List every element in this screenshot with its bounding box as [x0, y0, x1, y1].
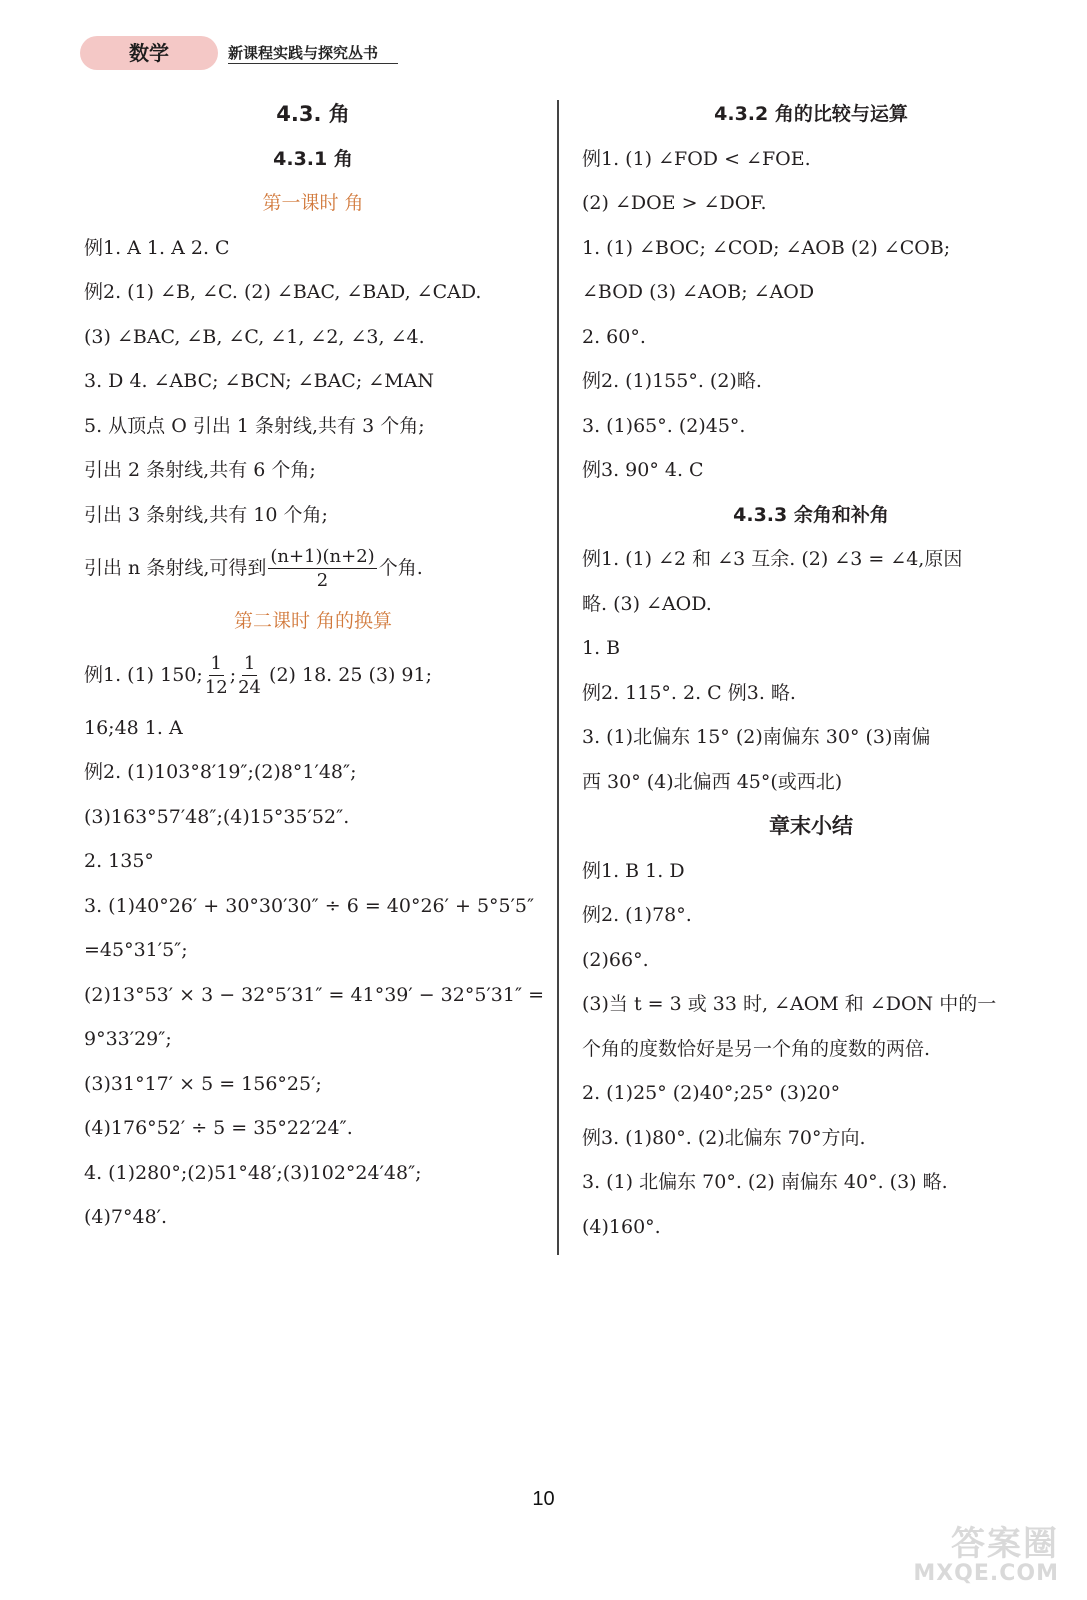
subsection-title: 4.3.1 角: [273, 147, 353, 170]
answer-line: 2. (1)25° (2)40°;25° (3)20°: [582, 1082, 841, 1104]
answer-line: 例2. 115°. 2. C 例3. 略.: [582, 681, 796, 704]
answer-line: 1. B: [582, 637, 621, 659]
fraction-denominator: 24: [238, 676, 262, 698]
subject-badge: 数学: [80, 36, 218, 70]
answer-line: 例2. (1)103°8′19″;(2)8°1′48″;: [84, 761, 357, 783]
answer-line: 例3. (1)80°. (2)北偏东 70°方向.: [582, 1126, 866, 1149]
answer-line: 1. (1) ∠BOC; ∠COD; ∠AOB (2) ∠COB;: [582, 236, 951, 259]
answer-line: 西 30° (4)北偏西 45°(或西北): [582, 770, 843, 793]
answer-line: 例2. (1)155°. (2)略.: [582, 370, 762, 392]
series-name: 新课程实践与探究丛书: [228, 44, 379, 62]
answer-text: 个角.: [378, 557, 423, 579]
left-column: [84, 92, 542, 1240]
fraction: [204, 652, 228, 698]
summary-title: 章末小结: [769, 814, 853, 838]
fraction-numerator: (n+1)(n+2): [270, 546, 375, 567]
section-title: 4.3. 角: [276, 102, 350, 126]
fraction-denominator: 12: [204, 676, 228, 698]
answer-line: (3)31°17′ × 5 = 156°25′;: [84, 1072, 322, 1095]
answer-line: 例3. 90° 4. C: [582, 459, 704, 481]
answer-line: 例2. (1) ∠B, ∠C. (2) ∠BAC, ∠BAD, ∠CAD.: [84, 281, 482, 303]
lesson-title: 第一课时 角: [262, 192, 364, 214]
fraction-numerator: 1: [243, 652, 256, 674]
answer-line: (2)66°.: [582, 948, 649, 971]
answer-line: 引出 2 条射线,共有 6 个角;: [84, 459, 316, 481]
answer-line-fraction: [84, 644, 542, 706]
answer-line: (3)当 t = 3 或 33 时, ∠AOM 和 ∠DON 中的一: [582, 993, 997, 1015]
answer-line: 例1. B 1. D: [582, 859, 685, 882]
fraction: [238, 652, 262, 698]
answer-text: 例1. (1) 150;: [84, 663, 203, 686]
answer-line: =45°31′5″;: [84, 939, 188, 961]
answer-line: 2. 60°.: [582, 325, 646, 348]
answer-line: 3. D 4. ∠ABC; ∠BCN; ∠BAC; ∠MAN: [84, 370, 435, 392]
fraction: [268, 548, 376, 590]
answer-line: (3)163°57′48″;(4)15°35′52″.: [84, 805, 350, 828]
answer-line: 个角的度数恰好是另一个角的度数的两倍.: [582, 1037, 931, 1060]
answer-line: 略. (3) ∠AOD.: [582, 592, 712, 615]
answer-line: 4. (1)280°;(2)51°48′;(3)102°24′48″;: [84, 1161, 422, 1184]
watermark-text: 答案圈: [951, 1524, 1059, 1564]
answer-line: 9°33′29″;: [84, 1028, 172, 1050]
answer-line: (2) ∠DOE > ∠DOF.: [582, 192, 767, 214]
answer-line: 3. (1)北偏东 15° (2)南偏东 30° (3)南偏: [582, 726, 931, 748]
answer-line: 例2. (1)78°.: [582, 904, 692, 926]
answer-line: (4)7°48′.: [84, 1206, 168, 1228]
answer-line-fraction: [84, 537, 542, 599]
watermark-url: MXQE.COM: [913, 1561, 1059, 1586]
answer-line: 引出 3 条射线,共有 10 个角;: [84, 503, 328, 526]
answer-line: 16;48 1. A: [84, 716, 183, 739]
watermark-logo: [889, 1516, 1059, 1586]
column-divider: [557, 100, 559, 1255]
answer-line: 5. 从顶点 O 引出 1 条射线,共有 3 个角;: [84, 414, 425, 437]
answer-line: (4)176°52′ ÷ 5 = 35°22′24″.: [84, 1117, 353, 1139]
subsection-title: 4.3.3 余角和补角: [733, 503, 889, 526]
subsection-title: 4.3.2 角的比较与运算: [714, 103, 908, 125]
answer-text: (2) 18. 25 (3) 91;: [263, 663, 433, 686]
answer-text: 引出 n 条射线,可得到: [84, 557, 267, 579]
answer-line: 例1. (1) ∠FOD < ∠FOE.: [582, 147, 811, 170]
lesson-title: 第二课时 角的换算: [233, 610, 393, 632]
answer-line: 3. (1)65°. (2)45°.: [582, 414, 746, 437]
answer-line: 3. (1)40°26′ + 30°30′30″ ÷ 6 = 40°26′ + 5°5′5″: [84, 894, 535, 917]
answer-line: (2)13°53′ × 3 − 32°5′31″ = 41°39′ − 32°5′31″ =: [84, 983, 544, 1006]
page-number: 10: [532, 1488, 555, 1510]
answer-line: (4)160°.: [582, 1215, 661, 1238]
answer-line: 3. (1) 北偏东 70°. (2) 南偏东 40°. (3) 略.: [582, 1171, 948, 1193]
fraction-denominator: 2: [316, 570, 329, 591]
answer-line: 例1. A 1. A 2. C: [84, 236, 230, 259]
fraction-numerator: 1: [210, 652, 222, 674]
answer-line: 2. 135°: [84, 850, 154, 872]
page-header: [80, 36, 410, 72]
right-column: [582, 92, 1040, 1249]
header-rule: [228, 63, 398, 64]
answer-line: (3) ∠BAC, ∠B, ∠C, ∠1, ∠2, ∠3, ∠4.: [84, 325, 425, 348]
answer-text: ;: [229, 663, 237, 686]
answer-line: 例1. (1) ∠2 和 ∠3 互余. (2) ∠3 = ∠4,原因: [582, 548, 963, 570]
answer-line: ∠BOD (3) ∠AOB; ∠AOD: [582, 281, 815, 303]
